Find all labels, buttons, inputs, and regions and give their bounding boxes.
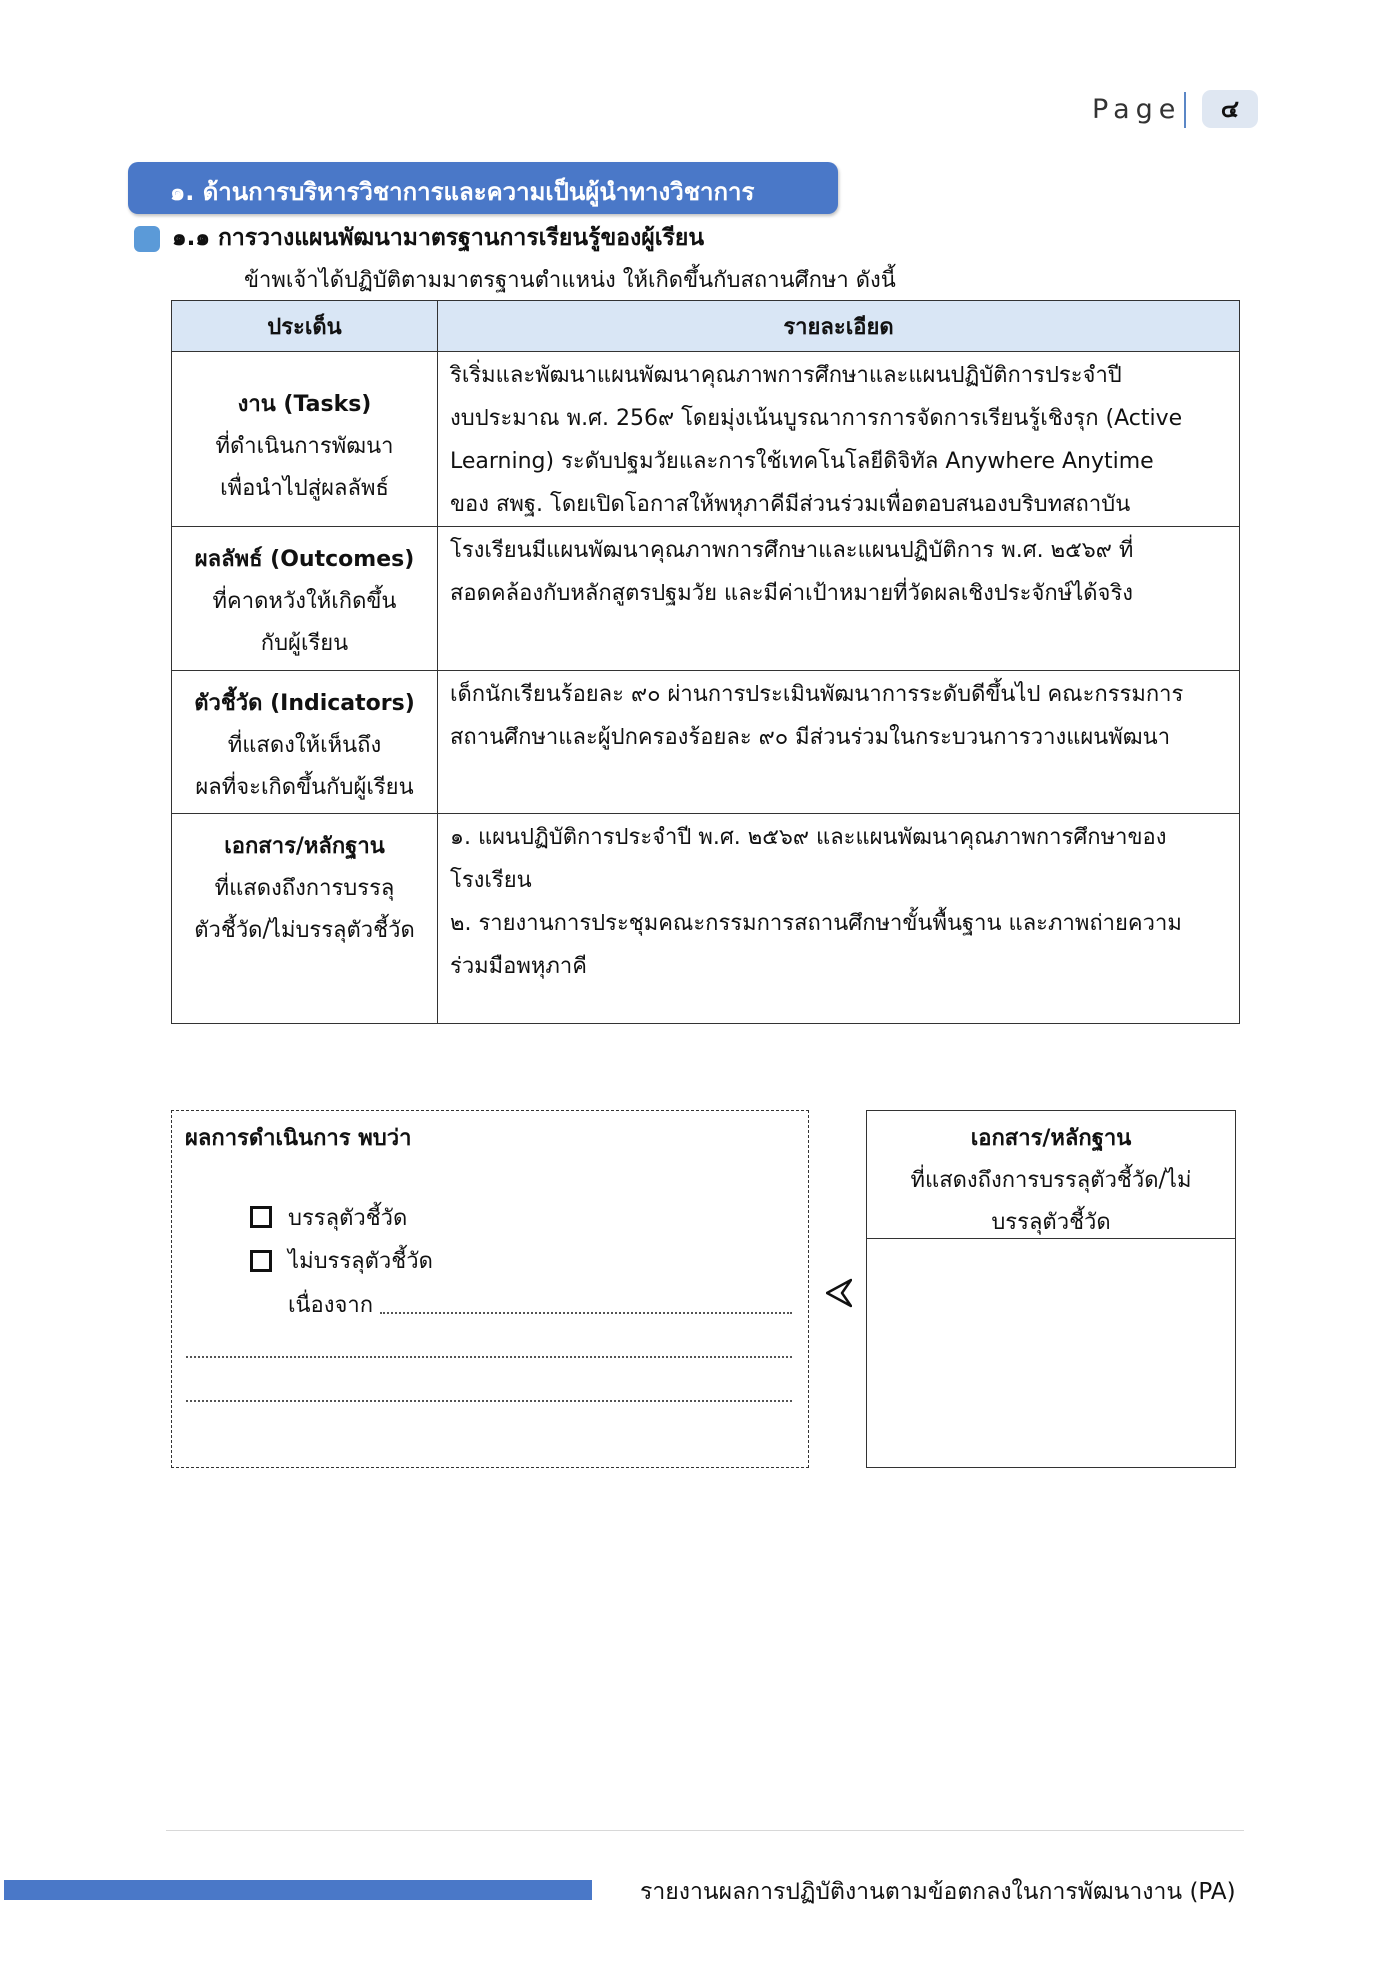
- topic-line: ที่แสดงให้เห็นถึง: [227, 733, 382, 758]
- because-dotted-line[interactable]: [380, 1312, 792, 1314]
- topic-line: ที่แสดงถึงการบรรลุ: [214, 876, 395, 901]
- footer-rule: [166, 1830, 1244, 1831]
- checkbox-not-achieved[interactable]: [250, 1250, 272, 1272]
- subsection-title: ๑.๑ การวางแผนพัฒนามาตรฐานการเรียนรู้ของผู้เรียน: [172, 225, 705, 251]
- result-heading: ผลการดำเนินการ พบว่า: [185, 1126, 412, 1151]
- table-header-row: [172, 301, 1240, 352]
- row-topic: [172, 671, 438, 814]
- result-box: [171, 1110, 809, 1468]
- row-topic: [172, 527, 438, 671]
- detail-line: สอดคล้องกับหลักสูตรปฐมวัย และมีค่าเป้าหมายที่วัดผลเชิงประจักษ์ได้จริง: [450, 581, 1133, 606]
- evidence-header: [866, 1118, 1236, 1244]
- detail-line: ของ สพฐ. โดยเปิดโอกาสให้พหุภาคีมีส่วนร่วมเพื่อตอบสนองบริบทสถาบัน: [450, 492, 1131, 517]
- header-topic: ประเด็น: [172, 301, 438, 352]
- row-topic: [172, 352, 438, 527]
- checkbox-achieved[interactable]: [250, 1206, 272, 1228]
- option-not-achieved-label: ไม่บรรลุตัวชี้วัด: [288, 1249, 433, 1274]
- footer-text: รายงานผลการปฏิบัติงานตามข้อตกลงในการพัฒนางาน (PA): [640, 1879, 1236, 1905]
- bullet-square-icon: [134, 226, 160, 252]
- page-number: ๔: [1202, 90, 1258, 128]
- dotted-line[interactable]: [186, 1356, 792, 1358]
- detail-line: ร่วมมือพหุภาคี: [450, 954, 587, 979]
- table-row: [172, 814, 1240, 1024]
- detail-line: ๒. รายงานการประชุมคณะกรรมการสถานศึกษาขั้นพื้นฐาน และภาพถ่ายความ: [450, 911, 1182, 936]
- arrowhead-left-icon: [826, 1278, 852, 1308]
- detail-line: เด็กนักเรียนร้อยละ ๙๐ ผ่านการประเมินพัฒนาการระดับดีขึ้นไป คณะกรรมการ: [450, 682, 1184, 707]
- evidence-subtitle: บรรลุตัวชี้วัด: [991, 1210, 1111, 1235]
- footer-bar: [4, 1880, 592, 1900]
- header-detail: รายละเอียด: [438, 301, 1240, 352]
- table-row: [172, 671, 1240, 814]
- row-topic: [172, 814, 438, 1024]
- because-label: เนื่องจาก: [288, 1293, 374, 1318]
- topic-line: ที่คาดหวังให้เกิดขึ้น: [212, 589, 397, 614]
- detail-line: โรงเรียน: [450, 868, 532, 893]
- detail-line: Learning) ระดับปฐมวัยและการใช้เทคโนโลยีดิจิทัล Anywhere Anytime: [450, 449, 1154, 474]
- topic-title: งาน (Tasks): [237, 392, 372, 417]
- topic-line: ผลที่จะเกิดขึ้นกับผู้เรียน: [195, 775, 414, 800]
- row-detail: [438, 527, 1240, 671]
- detail-line: สถานศึกษาและผู้ปกครองร้อยละ ๙๐ มีส่วนร่วมในกระบวนการวางแผนพัฒนา: [450, 725, 1171, 750]
- table-row: [172, 527, 1240, 671]
- topic-line: กับผู้เรียน: [260, 631, 349, 656]
- page-separator: [1184, 92, 1186, 128]
- topic-line: ที่ดำเนินการพัฒนา: [215, 434, 394, 459]
- topic-line: เพื่อนำไปสู่ผลลัพธ์: [220, 476, 389, 501]
- topic-line: ตัวชี้วัด/ไม่บรรลุตัวชี้วัด: [194, 918, 415, 943]
- topic-title: ผลลัพธ์ (Outcomes): [194, 547, 415, 572]
- intro-text: ข้าพเจ้าได้ปฏิบัติตามมาตรฐานตำแหน่ง ให้เกิดขึ้นกับสถานศึกษา ดังนี้: [244, 268, 896, 293]
- detail-line: โรงเรียนมีแผนพัฒนาคุณภาพการศึกษาและแผนปฏิบัติการ พ.ศ. ๒๕๖๙ ที่: [450, 538, 1134, 563]
- row-detail: [438, 671, 1240, 814]
- standards-table: [171, 300, 1240, 1024]
- row-detail: [438, 352, 1240, 527]
- evidence-title: เอกสาร/หลักฐาน: [970, 1126, 1132, 1151]
- evidence-subtitle: ที่แสดงถึงการบรรลุตัวชี้วัด/ไม่: [910, 1168, 1192, 1193]
- detail-line: ริเริ่มและพัฒนาแผนพัฒนาคุณภาพการศึกษาและแผนปฏิบัติการประจำปี: [450, 363, 1122, 388]
- dotted-line[interactable]: [186, 1400, 792, 1402]
- topic-title: เอกสาร/หลักฐาน: [224, 834, 385, 859]
- section-title: ๑. ด้านการบริหารวิชาการและความเป็นผู้นำทางวิชาการ: [170, 178, 755, 206]
- page-label: Page: [1092, 94, 1182, 125]
- detail-line: งบประมาณ พ.ศ. 256๙ โดยมุ่งเน้นบูรณาการการจัดการเรียนรู้เชิงรุก (Active: [450, 406, 1183, 431]
- table-row: [172, 352, 1240, 527]
- topic-title: ตัวชี้วัด (Indicators): [194, 691, 415, 716]
- row-detail: [438, 814, 1240, 1024]
- option-achieved-label: บรรลุตัวชี้วัด: [288, 1206, 408, 1231]
- detail-line: ๑. แผนปฏิบัติการประจำปี พ.ศ. ๒๕๖๙ และแผนพัฒนาคุณภาพการศึกษาของ: [450, 825, 1167, 850]
